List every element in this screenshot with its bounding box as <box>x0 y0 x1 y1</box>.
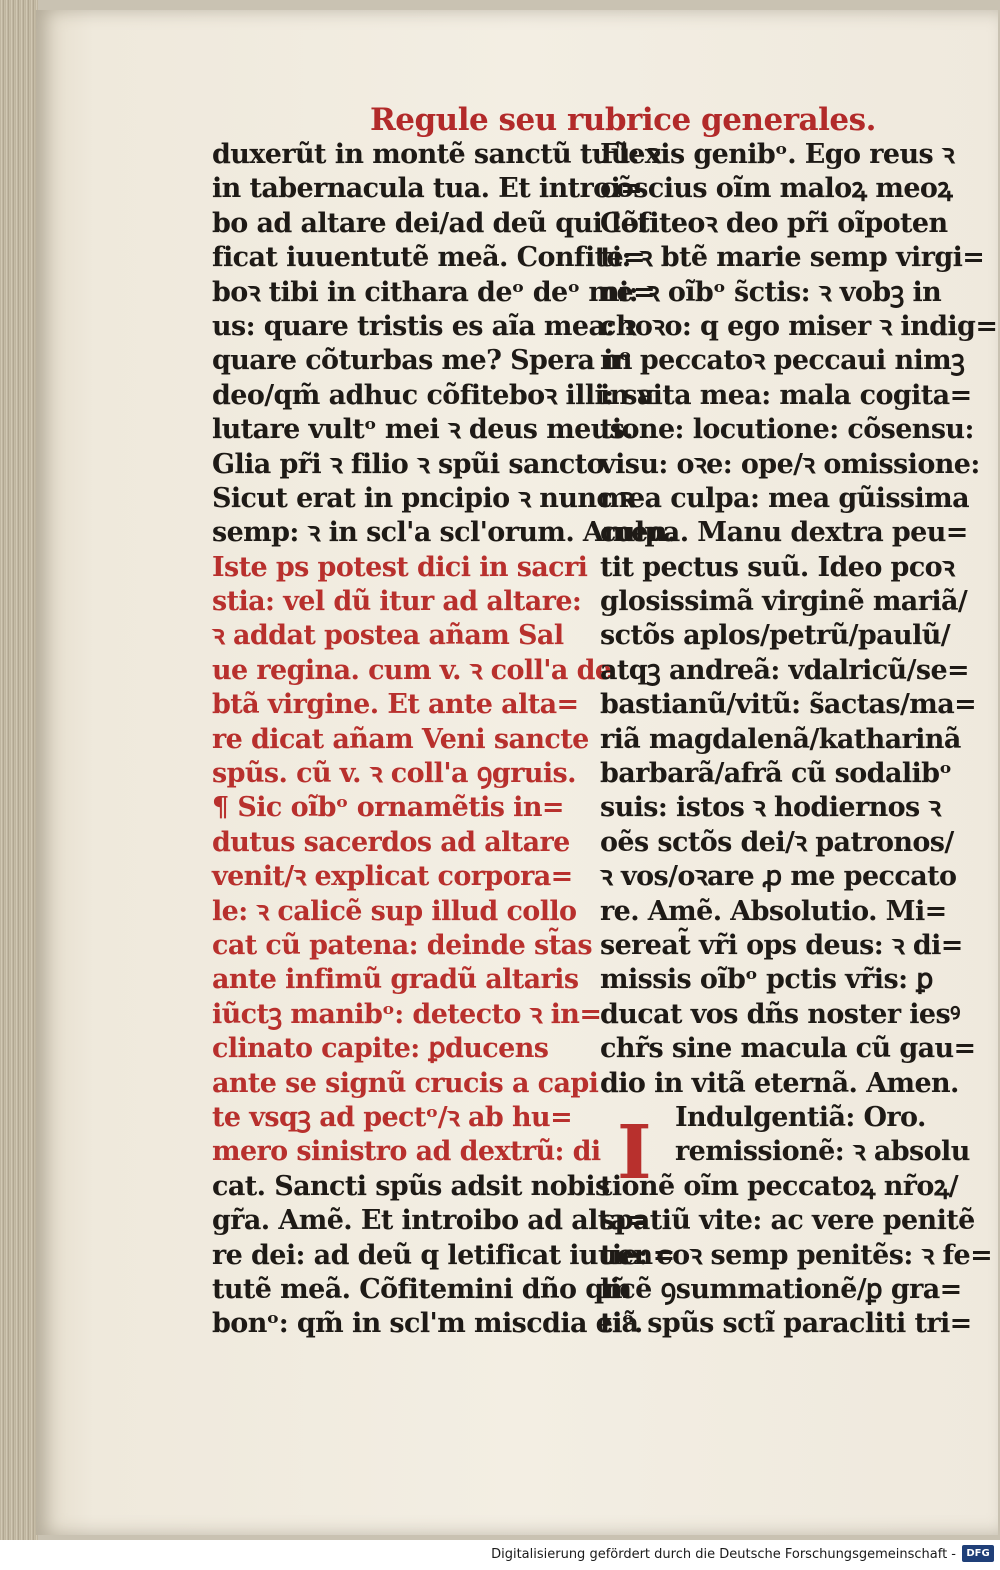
text-line: bastianũ/vitũ: s̃actas/ma= <box>600 689 977 721</box>
text-line: boꝛ tibi in cithara deᵒ deᵒ me= <box>212 276 655 308</box>
text-line: stia: vel dũ itur ad altare: <box>212 586 582 618</box>
text-line: semp: ꝛ in scl'a scl'orum. Amen. <box>212 517 676 549</box>
text-line: iũctꝫ manibᵒ: detecto ꝛ in= <box>212 998 602 1030</box>
text-line: dio in vitã eternã. Amen. <box>600 1067 959 1099</box>
text-line: visu: oꝛe: ope/ꝛ omissione: <box>600 448 980 480</box>
text-line: ue regina. cum v. ꝛ coll'a de <box>212 654 612 686</box>
text-line: Indulgentiã: Oro. <box>675 1101 926 1133</box>
text-line: nᵒ peccatoꝛ peccaui nimꝫ <box>600 345 965 377</box>
text-line: sereat̃ vr̃i ops deus: ꝛ di= <box>600 929 963 961</box>
text-line: spũs. cũ v. ꝛ coll'a ꝯgruis. <box>212 758 576 790</box>
text-line: duxerũt in montẽ sanctũ tuũ: ꝛ <box>212 139 661 170</box>
funding-notice: Digitalisierung gefördert durch die Deutsche Forschungsgemeinschaft - <box>491 1547 956 1562</box>
text-line: ni: ꝛ oĩbᵒ s̃ctis: ꝛ vobꝫ in <box>600 276 942 308</box>
text-line: gr̃a. Amẽ. Et introibo ad alta= <box>212 1205 649 1237</box>
text-line: sctõs aplos/petrũ/paulũ/ <box>600 620 951 652</box>
text-line: glosissimã virginẽ mariã/ <box>600 586 968 618</box>
text-line: barbarã/afrã cũ sodalibᵒ <box>600 758 952 790</box>
drop-cap-initial: I <box>617 1110 652 1196</box>
book-page-edges <box>0 0 38 1540</box>
text-line: le: ꝛ calicẽ sup illud collo <box>212 895 577 927</box>
left-text-column <box>212 138 676 1342</box>
text-line: ante se signũ crucis a capi <box>212 1067 599 1099</box>
text-line: in vita mea: mala cogita= <box>600 379 972 411</box>
text-line: us: quare tristis es aĩa mea: ꝛ <box>212 310 636 342</box>
text-line: ficat iuuentutẽ meã. Confite= <box>212 242 646 274</box>
text-line: ꝛ vos/oꝛare ꝓ me peccato <box>600 861 957 893</box>
text-line: cat cũ patena: deinde st̃as <box>212 929 592 961</box>
text-line: missis oĩbᵒ pctis vr̃is: ꝑ <box>600 964 933 996</box>
text-line: Sicut erat in pncipio ꝛ nunc ꝛ <box>212 482 634 514</box>
text-line: clinato capite: ꝑducens <box>212 1033 549 1065</box>
text-line: te vsqꝫ ad pectᵒ/ꝛ ab hu= <box>212 1101 573 1133</box>
text-line: culpa. Manu dextra peu= <box>600 517 968 549</box>
text-line: choꝛo: q ego miser ꝛ indig= <box>600 310 998 342</box>
text-line: btã virgine. Et ante alta= <box>212 689 579 721</box>
text-line: ante infimũ gradũ altaris <box>212 964 579 996</box>
text-line: in tabernacula tua. Et introi= <box>212 173 643 205</box>
text-line: Iste ps potest dici in sacri <box>212 551 588 583</box>
text-line: cõscius oĩm maloꝝ meoꝝ <box>600 173 953 205</box>
text-line: re dei: ad deũ q letificat iuuen= <box>212 1239 675 1271</box>
text-line: quare cõturbas me? Spera in <box>212 345 632 377</box>
text-line: mea culpa: mea gũissima <box>600 482 970 514</box>
text-line: tutẽ meã. Cõfitemini dño qm̃ <box>212 1273 632 1305</box>
running-head: Regule seu rubrice generales. <box>370 102 876 138</box>
text-line: chr̃s sine macula cũ gau= <box>600 1033 976 1065</box>
text-line: atqꝫ andreã: vdalricũ/se= <box>600 654 970 686</box>
text-line: bo ad altare dei/ad deũ qui leti <box>212 207 659 239</box>
text-line: licẽ ꝯsummationẽ/ꝑ gra= <box>600 1273 962 1305</box>
footer-bar <box>0 1540 1000 1570</box>
text-line: oẽs sctõs dei/ꝛ patronos/ <box>600 826 954 858</box>
text-line: remissionẽ: ꝛ absolu <box>675 1136 970 1168</box>
text-line: tione: locutione: cõsensu: <box>600 414 974 446</box>
text-line: deo/qm̃ adhuc cõfiteboꝛ illi: sa <box>212 379 654 411</box>
text-line: Glia pr̃i ꝛ filio ꝛ spũi sancto. <box>212 448 613 480</box>
text-line: venit/ꝛ explicat corpora= <box>212 861 573 893</box>
text-line: mero sinistro ad dextrũ: di <box>212 1136 601 1168</box>
text-line: spatiũ vite: ac vere penitẽ <box>600 1205 975 1237</box>
text-line: ꝛ addat postea añam Sal <box>212 620 564 652</box>
text-line: ¶ Sic oĩbᵒ ornamẽtis in= <box>212 792 564 824</box>
text-line: Flexis genibᵒ. Ego reus ꝛ <box>600 139 955 170</box>
text-line: tie: coꝛ semp penitẽs: ꝛ fe= <box>600 1239 993 1271</box>
text-line: dutus sacerdos ad altare <box>212 826 570 858</box>
text-line: tionẽ oĩm peccatoꝝ nr̃oꝝ/ <box>600 1170 959 1202</box>
text-line: riã magdalenã/katharinã <box>600 723 961 755</box>
text-line: re dicat añam Veni sancte <box>212 723 589 755</box>
text-line: Cõfiteoꝛ deo pr̃i oĩpoten <box>600 207 948 239</box>
text-line: suis: istos ꝛ hodiernos ꝛ <box>600 792 941 824</box>
dfg-logo: DFG <box>962 1545 994 1562</box>
text-line: ti: ꝛ btẽ marie semp virgi= <box>600 242 985 274</box>
text-line: tit pectus suũ. Ideo pcoꝛ <box>600 551 955 583</box>
text-line: cat. Sancti spũs adsit nobis <box>212 1170 610 1202</box>
text-line: tiã spũs sctĩ paracliti tri= <box>600 1308 972 1340</box>
text-line: lutare vultᵒ mei ꝛ deus meus. <box>212 414 634 446</box>
text-line: re. Amẽ. Absolutio. Mi= <box>600 895 947 927</box>
text-line: bonᵒ: qm̃ in scl'm miscdia eiᵒ. <box>212 1308 643 1340</box>
text-line: ducat vos dñs noster iesꝰ <box>600 998 960 1030</box>
